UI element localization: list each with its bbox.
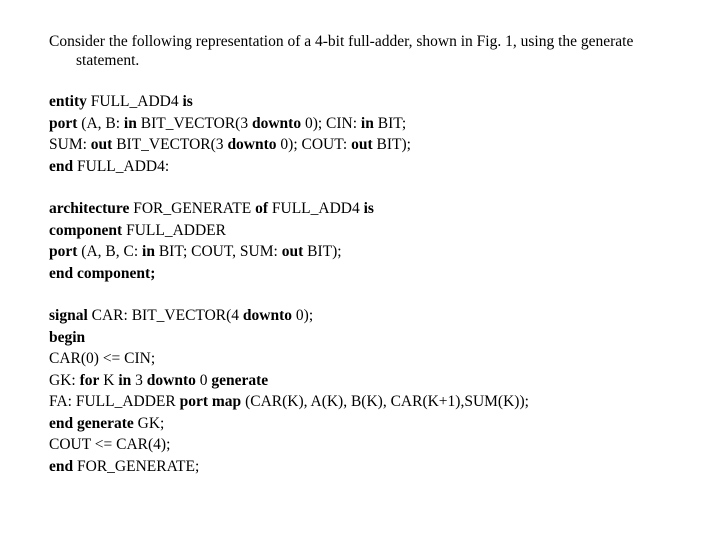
code-text: BIT); [372,136,411,153]
code-keyword: in [142,243,155,260]
code-text: 3 [131,371,147,389]
code-keyword: port [49,243,78,260]
code-line [49,305,699,327]
code-text: FULL_ADD4 [268,200,364,217]
code-keyword: end generate [49,414,134,432]
code-keyword: component [49,221,123,239]
code-text: FOR_GENERATE [129,200,256,217]
code-text: (A, B: [77,114,124,132]
code-line [49,91,699,113]
code-text: BIT_VECTOR(3 [136,114,252,132]
code-keyword: in [360,114,374,132]
code-text: SUM: [49,136,91,153]
code-keyword: end component; [49,264,156,282]
code-text: GK: [49,371,80,389]
code-text: COUT <= CAR(4); [49,436,171,453]
code-keyword: out [281,243,304,260]
code-line [49,134,699,156]
code-text: GK; [133,414,165,432]
code-text: FULL_ADD4: [73,157,170,175]
architecture-body-block [49,305,699,477]
document-page [49,32,699,477]
code-line [49,198,699,220]
code-keyword: is [182,93,193,110]
code-text: CAR: BIT_VECTOR(4 [87,307,243,324]
code-text: 0 [195,371,212,389]
code-text: FOR_GENERATE; [73,457,200,475]
code-keyword: for [79,371,100,389]
code-keyword: end [49,457,74,475]
code-keyword: out [351,136,373,153]
code-line [49,391,699,413]
code-text: 0); [292,307,314,324]
code-keyword: port map [179,393,242,410]
code-line [49,434,699,456]
architecture-declaration-block [49,198,699,284]
spacer [49,70,699,91]
code-text: BIT); [303,243,342,260]
code-line [49,348,699,370]
code-text: BIT; COUT, SUM: [154,243,282,260]
code-keyword: downto [146,371,196,389]
code-line [49,220,699,242]
code-keyword: downto [227,136,277,153]
code-keyword: signal [49,307,88,324]
code-keyword: is [363,200,374,217]
code-keyword: begin [49,328,86,346]
code-line [49,263,699,285]
code-text: K [99,371,119,389]
code-line [49,113,699,135]
code-keyword: in [118,371,132,389]
code-line [49,327,699,349]
code-keyword: generate [211,371,269,389]
spacer [49,177,699,198]
code-text: FULL_ADDER [122,221,226,239]
code-text: FA: FULL_ADDER [49,393,180,410]
code-text: CAR(0) <= CIN; [49,350,156,367]
code-line [49,241,699,263]
code-text: BIT_VECTOR(3 [112,136,228,153]
code-keyword: downto [251,114,302,132]
intro-paragraph: Consider the following representation of a 4-bit full-adder, shown in Fig. 1, using the generate statement. [49,33,634,69]
code-keyword: architecture [49,200,130,217]
code-line [49,413,699,435]
code-keyword: end [49,157,74,175]
code-keyword: downto [242,307,293,324]
code-text: (CAR(K), A(K), B(K), CAR(K+1),SUM(K)); [241,393,529,410]
entity-declaration-block [49,91,699,177]
code-keyword: of [255,200,268,217]
code-line [49,456,699,478]
code-text: FULL_ADD4 [86,93,183,110]
spacer [49,284,699,305]
code-line [49,370,699,392]
code-text: (A, B, C: [77,243,143,260]
code-keyword: port [49,114,78,132]
code-text: BIT; [373,114,407,132]
code-keyword: in [123,114,137,132]
code-keyword: entity [49,93,87,110]
code-text: 0); CIN: [301,114,361,132]
code-text: 0); COUT: [276,136,352,153]
code-keyword: out [90,136,113,153]
code-line [49,156,699,178]
